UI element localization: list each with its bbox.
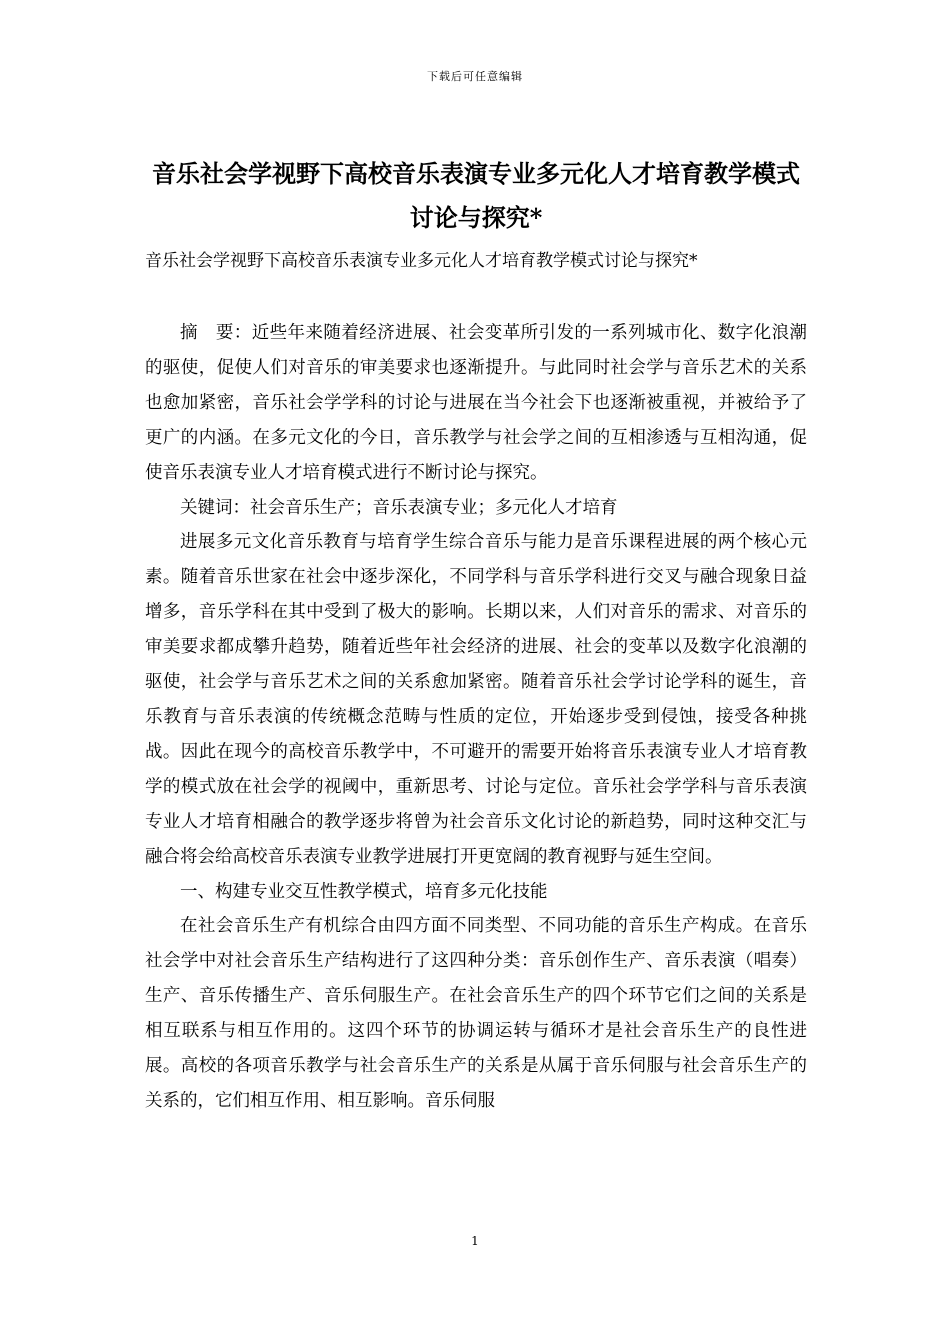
body-paragraph-1: 进展多元文化音乐教育与培育学生综合音乐与能力是音乐课程进展的两个核心元素。随着音乐世家在社会中逐步深化，不同学科与音乐学科进行交叉与融合现象日益增多，音乐学科在其中受到了极大的影响。长期以来，人们对音乐的需求、对音乐的审美要求都成攀升趋势，随着近些年社会经济的进展、社会的变革以及数字化浪潮的驱使，社会学与音乐艺术之间的关系愈加紧密。随着音乐社会学讨论学科的诞生，音乐教育与音乐表演的传统概念范畴与性质的定位，开始逐步受到侵蚀，接受各种挑战。因此在现今的高校音乐教学中，不可避开的需要开始将音乐表演专业人才培育教学的模式放在社会学的视阈中，重新思考、讨论与定位。音乐社会学学科与音乐表演专业人才培育相融合的教学逐步将曾为社会音乐文化讨论的新趋势，同时这种交汇与融合将会给高校音乐表演专业教学进展打开更宽阔的教育视野与延生空间。	[145, 532, 807, 867]
document-body	[145, 316, 807, 1119]
page-number: 1	[471, 1234, 479, 1248]
section-heading-1: 一、构建专业交互性教学模式，培育多元化技能	[180, 881, 548, 902]
abstract-paragraph: 摘 要：近些年来随着经济进展、社会变革所引发的一系列城市化、数字化浪潮的驱使，促使人们对音乐的审美要求也逐渐提升。与此同时社会学与音乐艺术的关系也愈加紧密，音乐社会学学科的讨论与进展在当今社会下也逐渐被重视，并被给予了更广的内涵。在多元文化的今日，音乐教学与社会学之间的互相渗透与互相沟通，促使音乐表演专业人才培育模式进行不断讨论与探究。	[145, 323, 807, 483]
keywords-paragraph: 关键词：社会音乐生产；音乐表演专业；多元化人才培育	[180, 497, 618, 518]
body-paragraph-2: 在社会音乐生产有机综合由四方面不同类型、不同功能的音乐生产构成。在音乐社会学中对社会音乐生产结构进行了这四种分类：音乐创作生产、音乐表演（唱奏）生产、音乐传播生产、音乐伺服生产。在社会音乐生产的四个环节它们之间的关系是相互联系与相互作用的。这四个环节的协调运转与循环才是社会音乐生产的良性进展。高校的各项音乐教学与社会音乐生产的关系是从属于音乐伺服与社会音乐生产的关系的，它们相互作用、相互影响。音乐伺服	[145, 916, 807, 1111]
document-title: 音乐社会学视野下高校音乐表演专业多元化人才培育教学模式讨论与探究*	[152, 159, 800, 232]
document-subtitle: 音乐社会学视野下高校音乐表演专业多元化人才培育教学模式讨论与探究*	[145, 251, 698, 271]
header-note: 下载后可任意编辑	[427, 70, 523, 83]
